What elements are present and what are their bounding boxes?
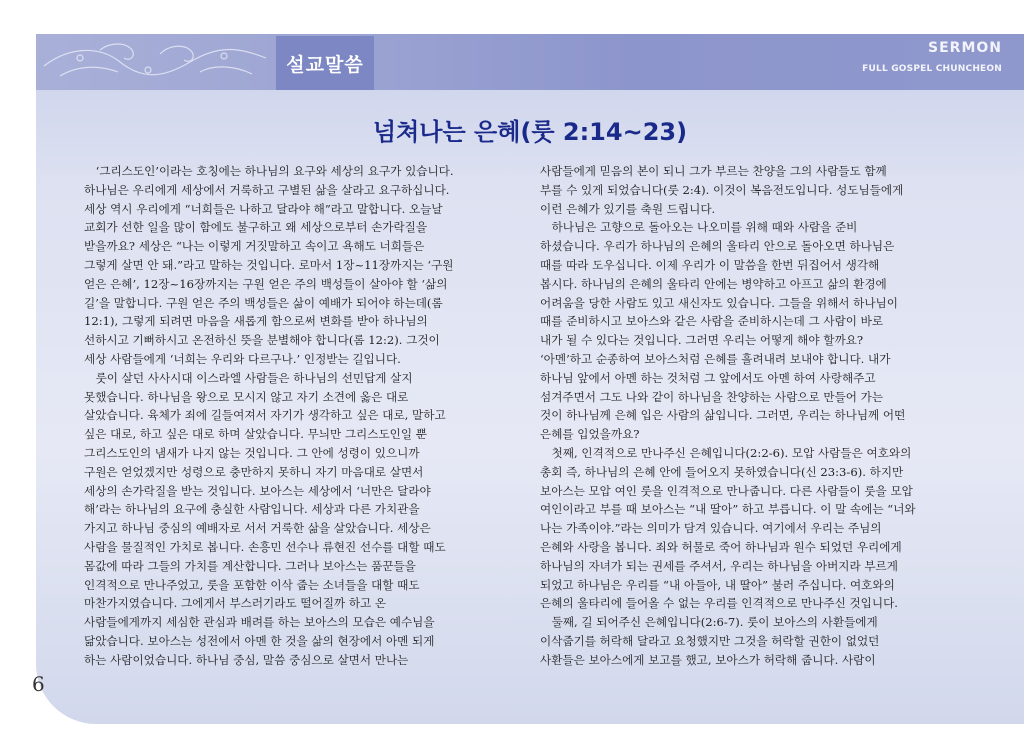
text-line: 사람들에게까지 세심한 관심과 배려를 하는 보아스의 모습은 예수님을 (84, 615, 435, 630)
text-line: 구원은 얻었겠지만 성령으로 충만하지 못하니 자기 마음대로 살면서 (84, 464, 424, 479)
text-line: 12:1), 그렇게 되려면 마음을 새롭게 함으로써 변화를 받아 하나님의 (84, 314, 428, 329)
church-label: FULL GOSPEL CHUNCHEON (862, 64, 1002, 74)
text-line: 봅시다. 하나님의 은혜의 울타리 안에는 병약하고 아프고 삶의 환경에 (540, 276, 887, 291)
text-line: 은혜를 입었을까요? (540, 427, 640, 442)
text-line: 하나님은 우리에게 세상에서 거룩하고 구별된 삶을 살라고 요구하십니다. (84, 182, 450, 197)
text-line: 몸값에 따라 그들의 가치를 계산합니다. 그러나 보아스는 품꾼들을 (84, 558, 416, 573)
text-line: ‘아멘’하고 순종하여 보아스처럼 은혜를 흘려내려 보내야 합니다. 내가 (540, 351, 891, 366)
text-line: 교회가 선한 일을 많이 함에도 불구하고 왜 세상으로부터 손가락질을 (84, 220, 428, 235)
article-title: 넘쳐나는 은혜(룻 2:14~23) (372, 118, 688, 146)
text-line: 하나님의 자녀가 되는 권세를 주셔서, 우리는 하나님을 아버지라 부르게 (540, 558, 898, 573)
text-line: 세상 사람들에게 ‘너희는 우리와 다르구나.’ 인정받는 길입니다. (84, 351, 401, 366)
text-line: 첫째, 인격적으로 만나주신 은혜입니다(2:2-6). 모압 사람들은 여호와의 (540, 445, 912, 460)
right-column (540, 162, 970, 670)
section-title: 설교말씀 (276, 36, 374, 90)
text-line: 내가 될 수 있다는 것입니다. 그러면 우리는 어떻게 해야 할까요? (540, 333, 864, 348)
text-line: 때를 준비하시고 보아스와 같은 사람을 준비하시는데 그 사람이 바로 (540, 314, 884, 329)
text-line: 그리스도인의 냄새가 나지 않는 것입니다. 그 안에 성령이 있으니까 (84, 445, 420, 460)
text-line: 이삭줍기를 허락해 달라고 요청했지만 그것을 허락할 권한이 없었던 (540, 633, 880, 648)
page-number: 6 (32, 672, 45, 696)
text-line: 하셨습니다. 우리가 하나님의 은혜의 울타리 안으로 돌아오면 하나님은 (540, 239, 895, 254)
text-line: 부를 수 있게 되었습니다(룻 2:4). 이것이 복음전도입니다. 성도님들에게 (540, 182, 904, 197)
text-line: 그렇게 살면 안 돼.”라고 말하는 것입니다. 로마서 1장~11장까지는 ‘구원 (84, 257, 454, 272)
text-line: 세상 역시 우리에게 “너희들은 나하고 달라야 해”라고 말합니다. 오늘날 (84, 201, 443, 216)
text-line: 은혜의 울타리에 들어올 수 없는 우리를 인격적으로 만나주신 것입니다. (540, 596, 898, 611)
text-line: 둘째, 길 되어주신 은혜입니다(2:6-7). 룻이 보아스의 사환들에게 (540, 615, 878, 630)
text-line: 하나님은 고향으로 돌아오는 나오미를 위해 때와 사람을 준비 (540, 220, 858, 235)
text-line: 사람을 물질적인 가치로 봅니다. 손흥민 선수나 류현진 선수를 대할 때도 (84, 539, 446, 554)
text-line: 선하시고 기뻐하시고 온전하신 뜻을 분별해야 합니다(롬 12:2). 그것이 (84, 333, 440, 348)
sermon-label: SERMON (928, 40, 1002, 56)
text-line: 사람들에게 믿음의 본이 되니 그가 부르는 찬양을 그의 사람들도 함께 (540, 164, 887, 178)
text-line: 못했습니다. 하나님을 왕으로 모시지 않고 자기 소견에 옳은 대로 (84, 389, 409, 404)
text-line: 때를 따라 도우십니다. 이제 우리가 이 말씀을 한번 뒤집어서 생각해 (540, 257, 880, 272)
text-line: 보아스는 모압 여인 룻을 인격적으로 만나줍니다. 다른 사람들이 룻을 모압 (540, 483, 913, 498)
text-line: 어려움을 당한 사람도 있고 새신자도 있습니다. 그들을 위해서 하나님이 (540, 295, 898, 310)
text-line: 총회 즉, 하나님의 은혜 안에 들어오지 못하였습니다(신 23:3-6). 하지만 (540, 464, 904, 479)
text-line: 이런 은혜가 있기를 축원 드립니다. (540, 201, 716, 216)
text-line: 싶은 대로, 하고 싶은 대로 하며 살았습니다. 무늬만 그리스도인일 뿐 (84, 427, 427, 442)
text-line: 되었고 하나님은 우리를 “내 아들아, 내 딸아” 불러 주십니다. 여호와의 (540, 577, 895, 592)
text-line: 나는 가족이야.”라는 의미가 담겨 있습니다. 여기에서 우리는 주님의 (540, 521, 882, 536)
text-line: 닮았습니다. 보아스는 성전에서 아멘 한 것을 삶의 현장에서 아멘 되게 (84, 633, 435, 648)
text-line: 얻은 은혜’, 12장~16장까지는 구원 얻은 주의 백성들이 살아야 할 ‘삶의 (84, 276, 448, 291)
text-line: 하는 사람이었습니다. 하나님 중심, 말씀 중심으로 살면서 만나는 (84, 652, 409, 667)
left-column (84, 162, 514, 670)
text-line: 마찬가지였습니다. 그에게서 부스러기라도 떨어질까 하고 온 (84, 596, 387, 611)
text-line: 은혜와 사랑을 봅니다. 죄와 허물로 죽어 하나님과 원수 되었던 우리에게 (540, 539, 902, 554)
text-line: 섬겨주면서 그도 나와 같이 하나님을 찬양하는 사람으로 만들어 가는 (540, 389, 884, 404)
text-line: ‘그리스도인’이라는 호칭에는 하나님의 요구와 세상의 요구가 있습니다. (84, 164, 454, 178)
text-line: 인격적으로 만나주었고, 룻을 포함한 이삭 줍는 소녀들을 대할 때도 (84, 577, 420, 592)
text-line: 가지고 하나님 중심의 예배자로 서서 거룩한 삶을 살았습니다. 세상은 (84, 521, 431, 536)
text-line: 세상의 손가락질을 받는 것입니다. 보아스는 세상에서 ‘너만은 달라야 (84, 483, 431, 498)
text-line: 사환들은 보아스에게 보고를 했고, 보아스가 허락해 줍니다. 사람이 (540, 652, 876, 667)
text-line: 여인이라고 부를 때 보아스는 “내 딸아” 하고 부릅니다. 이 말 속에는 “너와 (540, 502, 916, 517)
text-line: 것이 하나님께 은혜 입은 사람의 삶입니다. 그러면, 우리는 하나님께 어떤 (540, 408, 906, 423)
text-line: 하나님 앞에서 아멘 하는 것처럼 그 앞에서도 아멘 하여 사랑해주고 (540, 370, 876, 385)
text-line: 해’라는 하나님의 요구에 충실한 사람입니다. 세상과 다른 가치관을 (84, 502, 420, 517)
text-line: 받을까요? 세상은 “나는 이렇게 거짓말하고 속이고 욕해도 너희들은 (84, 239, 425, 254)
floral-ornament-icon (40, 36, 270, 88)
text-line: 길’을 말합니다. 구원 얻은 주의 백성들은 삶이 예배가 되어야 하는데(롬 (84, 295, 443, 310)
text-line: 룻이 살던 사사시대 이스라엘 사람들은 하나님의 선민답게 살지 (84, 370, 413, 385)
text-line: 살았습니다. 육체가 죄에 길들여져서 자기가 생각하고 싶은 대로, 말하고 (84, 408, 446, 423)
